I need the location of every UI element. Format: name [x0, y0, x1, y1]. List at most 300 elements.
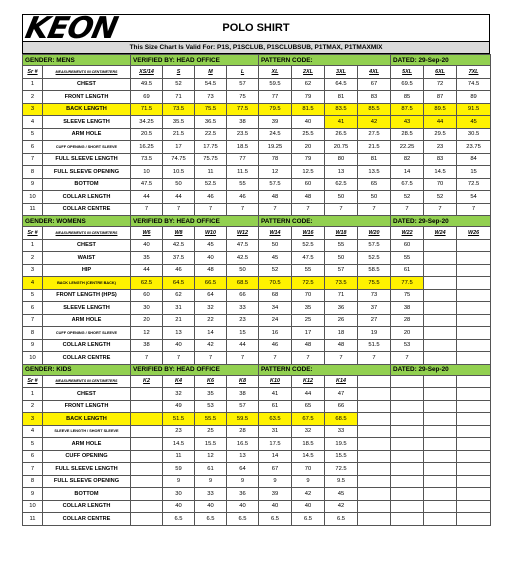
value-cell: 42 — [358, 116, 391, 129]
value-cell: 33 — [195, 488, 227, 501]
value-cell: 33 — [227, 302, 259, 315]
value-cell: 89.5 — [424, 103, 457, 116]
section-group-header — [23, 364, 491, 375]
measurement-name: ARM HOLE — [43, 314, 131, 327]
value-cell: 81 — [358, 153, 391, 166]
value-cell — [131, 388, 163, 401]
value-cell — [131, 438, 163, 451]
serial-cell: 2 — [23, 252, 43, 265]
serial-cell: 5 — [23, 289, 43, 302]
measurement-name: COLLAR LENGTH — [43, 339, 131, 352]
value-cell: 35 — [292, 302, 325, 315]
value-cell: 7 — [195, 203, 227, 216]
value-cell: 21.5 — [358, 141, 391, 154]
brand-logo: KEON — [22, 11, 121, 46]
value-cell: 72 — [424, 78, 457, 91]
value-cell: 7 — [131, 352, 163, 365]
value-cell: 25 — [292, 314, 325, 327]
value-cell: 48 — [259, 191, 292, 204]
table-row — [23, 327, 491, 340]
value-cell — [457, 500, 491, 513]
table-row — [23, 339, 491, 352]
value-cell: 34.25 — [131, 116, 163, 129]
size-header: XS/14 — [131, 66, 163, 79]
value-cell: 59 — [163, 463, 195, 476]
value-cell: 32 — [195, 302, 227, 315]
value-cell: 7 — [358, 203, 391, 216]
value-cell: 85.5 — [358, 103, 391, 116]
value-cell: 21 — [163, 314, 195, 327]
measurement-name: FULL SLEEVE LENGTH — [43, 153, 131, 166]
serial-cell: 8 — [23, 475, 43, 488]
value-cell: 20.5 — [131, 128, 163, 141]
group-label: DATED: 29-Sep-20 — [391, 364, 491, 375]
value-cell: 74.5 — [457, 78, 491, 91]
serial-cell: 7 — [23, 314, 43, 327]
size-header: W8 — [163, 227, 195, 240]
value-cell: 9 — [195, 475, 227, 488]
measurement-name: CUFF OPENING — [43, 450, 131, 463]
value-cell: 46 — [163, 264, 195, 277]
value-cell: 69.5 — [391, 78, 424, 91]
value-cell: 23 — [424, 141, 457, 154]
serial-cell: 9 — [23, 339, 43, 352]
value-cell — [358, 425, 391, 438]
value-cell: 62.5 — [131, 277, 163, 290]
value-cell: 6.5 — [325, 513, 358, 526]
value-cell: 38 — [391, 302, 424, 315]
value-cell: 67 — [358, 78, 391, 91]
group-label: PATTERN CODE: — [259, 216, 391, 227]
value-cell: 17.5 — [259, 438, 292, 451]
value-cell: 10.5 — [163, 166, 195, 179]
value-cell: 6.5 — [259, 513, 292, 526]
value-cell: 14 — [259, 450, 292, 463]
table-row — [23, 352, 491, 365]
measurement-name: FRONT LENGTH — [43, 400, 131, 413]
value-cell — [424, 314, 457, 327]
value-cell: 17 — [292, 327, 325, 340]
value-cell: 20 — [391, 327, 424, 340]
value-cell: 35 — [131, 252, 163, 265]
value-cell: 36 — [325, 302, 358, 315]
value-cell: 65 — [358, 178, 391, 191]
value-cell: 36.5 — [195, 116, 227, 129]
serial-cell: 1 — [23, 78, 43, 91]
value-cell — [424, 264, 457, 277]
value-cell: 48 — [292, 339, 325, 352]
value-cell — [457, 352, 491, 365]
size-header: W6 — [131, 227, 163, 240]
value-cell — [131, 400, 163, 413]
table-row — [23, 425, 491, 438]
value-cell: 66 — [227, 289, 259, 302]
value-cell: 22.25 — [391, 141, 424, 154]
value-cell: 24.5 — [259, 128, 292, 141]
value-cell: 48 — [292, 191, 325, 204]
value-cell: 12.5 — [292, 166, 325, 179]
value-cell: 47 — [325, 388, 358, 401]
value-cell: 80 — [325, 153, 358, 166]
value-cell: 13 — [227, 450, 259, 463]
measurement-name: COLLAR CENTRE — [43, 352, 131, 365]
column-header-row — [23, 227, 491, 240]
size-header: W12 — [227, 227, 259, 240]
value-cell: 23.75 — [457, 141, 491, 154]
measurement-name: FULL SLEEVE OPENING — [43, 475, 131, 488]
table-row — [23, 264, 491, 277]
value-cell — [424, 413, 457, 426]
value-cell — [457, 302, 491, 315]
value-cell: 72.5 — [325, 463, 358, 476]
value-cell: 44 — [292, 388, 325, 401]
serial-cell: 4 — [23, 277, 43, 290]
value-cell: 31 — [163, 302, 195, 315]
value-cell: 55.5 — [195, 413, 227, 426]
value-cell: 70.5 — [259, 277, 292, 290]
value-cell: 7 — [195, 352, 227, 365]
table-row — [23, 463, 491, 476]
value-cell: 66 — [325, 400, 358, 413]
page-title: POLO SHIRT — [222, 22, 290, 34]
table-row — [23, 141, 491, 154]
value-cell — [457, 400, 491, 413]
measurement-name: BOTTOM — [43, 178, 131, 191]
value-cell: 7 — [292, 352, 325, 365]
value-cell: 7 — [325, 203, 358, 216]
value-cell: 57.5 — [358, 239, 391, 252]
value-cell: 42 — [195, 339, 227, 352]
value-cell: 13 — [325, 166, 358, 179]
serial-cell: 10 — [23, 352, 43, 365]
value-cell: 53 — [195, 400, 227, 413]
value-cell: 79 — [292, 153, 325, 166]
value-cell: 9 — [227, 475, 259, 488]
value-cell — [131, 413, 163, 426]
value-cell — [131, 475, 163, 488]
value-cell: 57.5 — [259, 178, 292, 191]
size-header: K14 — [325, 375, 358, 388]
table-row — [23, 203, 491, 216]
value-cell — [391, 388, 424, 401]
measurement-name: HIP — [43, 264, 131, 277]
table-row — [23, 166, 491, 179]
value-cell: 38 — [227, 388, 259, 401]
table-row — [23, 450, 491, 463]
serial-cell: 6 — [23, 302, 43, 315]
value-cell: 16.25 — [131, 141, 163, 154]
value-cell: 65 — [292, 400, 325, 413]
value-cell — [424, 488, 457, 501]
value-cell: 7 — [131, 203, 163, 216]
measurement-name: CHEST — [43, 388, 131, 401]
measurement-name: COLLAR LENGTH — [43, 191, 131, 204]
value-cell — [457, 339, 491, 352]
measurement-name: SLEEVE LENGTH — [43, 116, 131, 129]
value-cell: 64 — [227, 463, 259, 476]
value-cell: 26 — [325, 314, 358, 327]
value-cell — [457, 425, 491, 438]
value-cell: 89 — [457, 91, 491, 104]
group-label: DATED: 29-Sep-20 — [391, 216, 491, 227]
value-cell: 10 — [131, 166, 163, 179]
value-cell: 7 — [391, 203, 424, 216]
value-cell: 9.5 — [325, 475, 358, 488]
value-cell: 44 — [227, 339, 259, 352]
group-label: GENDER: WOMENS — [23, 216, 131, 227]
value-cell: 58.5 — [358, 264, 391, 277]
value-cell — [358, 475, 391, 488]
value-cell: 73 — [358, 289, 391, 302]
value-cell — [424, 388, 457, 401]
table-row — [23, 500, 491, 513]
value-cell — [457, 314, 491, 327]
validity-note: This Size Chart Is Valid For: P1S, P1SCLUB, P1SCLUBSUB, P1TMAX, P1TMAXMIX — [22, 42, 490, 54]
value-cell: 75.5 — [358, 277, 391, 290]
value-cell: 7 — [424, 203, 457, 216]
size-header: K12 — [292, 375, 325, 388]
value-cell: 40 — [163, 500, 195, 513]
value-cell: 67.5 — [391, 178, 424, 191]
serial-cell: 11 — [23, 513, 43, 526]
measurement-name: BOTTOM — [43, 488, 131, 501]
value-cell — [457, 475, 491, 488]
value-cell: 7 — [292, 203, 325, 216]
value-cell: 11 — [163, 450, 195, 463]
value-cell: 25 — [195, 425, 227, 438]
value-cell: 55 — [325, 239, 358, 252]
value-cell: 52.5 — [195, 178, 227, 191]
size-header: W22 — [391, 227, 424, 240]
size-header: 7XL — [457, 66, 491, 79]
value-cell: 22.5 — [195, 128, 227, 141]
value-cell: 75.5 — [195, 103, 227, 116]
value-cell: 19 — [358, 327, 391, 340]
value-cell: 28 — [391, 314, 424, 327]
table-row — [23, 513, 491, 526]
value-cell: 11 — [195, 166, 227, 179]
chart-header — [22, 11, 490, 46]
value-cell — [457, 488, 491, 501]
value-cell: 32 — [163, 388, 195, 401]
measurement-name: WAIST — [43, 252, 131, 265]
serial-cell: 10 — [23, 500, 43, 513]
size-header: M — [195, 66, 227, 79]
value-cell: 45 — [457, 116, 491, 129]
value-cell: 7 — [227, 203, 259, 216]
value-cell: 46 — [227, 191, 259, 204]
value-cell: 24 — [259, 314, 292, 327]
value-cell: 79.5 — [259, 103, 292, 116]
measurement-header: MEASUREMENTS IN CENTIMETERS — [43, 66, 131, 79]
value-cell: 14 — [195, 327, 227, 340]
value-cell — [457, 450, 491, 463]
value-cell: 11.5 — [227, 166, 259, 179]
value-cell: 74.75 — [163, 153, 195, 166]
size-header: W10 — [195, 227, 227, 240]
serial-cell: 6 — [23, 141, 43, 154]
value-cell: 40 — [195, 500, 227, 513]
value-cell: 62.5 — [325, 178, 358, 191]
table-row — [23, 91, 491, 104]
size-header — [424, 375, 457, 388]
value-cell: 33 — [325, 425, 358, 438]
table-row — [23, 475, 491, 488]
serial-cell: 3 — [23, 264, 43, 277]
value-cell: 17.75 — [195, 141, 227, 154]
value-cell: 44 — [131, 191, 163, 204]
value-cell — [391, 450, 424, 463]
measurement-name: SLEEVE LENGTH / SHORT SLEEVE — [43, 425, 131, 438]
value-cell — [424, 252, 457, 265]
value-cell — [358, 463, 391, 476]
value-cell — [358, 388, 391, 401]
measurement-name: BACK LENGTH (CENTRE BACK) — [43, 277, 131, 290]
value-cell: 20 — [292, 141, 325, 154]
value-cell — [424, 352, 457, 365]
value-cell: 43 — [391, 116, 424, 129]
value-cell — [424, 500, 457, 513]
value-cell: 27 — [358, 314, 391, 327]
table-row — [23, 191, 491, 204]
value-cell: 44 — [424, 116, 457, 129]
group-label: VERIFIED BY: HEAD OFFICE — [131, 55, 259, 66]
table-row — [23, 116, 491, 129]
value-cell: 53 — [391, 339, 424, 352]
size-header: W24 — [424, 227, 457, 240]
value-cell: 19.5 — [325, 438, 358, 451]
value-cell: 64 — [195, 289, 227, 302]
serial-cell: 8 — [23, 327, 43, 340]
value-cell: 29.5 — [424, 128, 457, 141]
value-cell — [391, 413, 424, 426]
value-cell: 44 — [131, 264, 163, 277]
serial-cell: 10 — [23, 191, 43, 204]
value-cell: 30.5 — [457, 128, 491, 141]
table-row — [23, 488, 491, 501]
value-cell: 83 — [358, 91, 391, 104]
value-cell: 44 — [163, 191, 195, 204]
value-cell: 9 — [163, 475, 195, 488]
value-cell: 55 — [227, 178, 259, 191]
value-cell: 48 — [325, 339, 358, 352]
value-cell: 14.5 — [292, 450, 325, 463]
value-cell: 28 — [227, 425, 259, 438]
value-cell: 40 — [292, 116, 325, 129]
value-cell: 37 — [358, 302, 391, 315]
value-cell — [391, 513, 424, 526]
serial-cell: 5 — [23, 438, 43, 451]
serial-cell: 7 — [23, 153, 43, 166]
measurement-name: FULL SLEEVE LENGTH — [43, 463, 131, 476]
value-cell: 87 — [424, 91, 457, 104]
value-cell — [424, 450, 457, 463]
measurement-name: ARM HOLE — [43, 438, 131, 451]
value-cell: 77 — [227, 153, 259, 166]
value-cell — [391, 500, 424, 513]
value-cell — [131, 513, 163, 526]
group-label: VERIFIED BY: HEAD OFFICE — [131, 364, 259, 375]
value-cell: 69 — [131, 91, 163, 104]
value-cell: 23 — [227, 314, 259, 327]
value-cell — [358, 513, 391, 526]
value-cell: 6.5 — [195, 513, 227, 526]
measurement-header: MEASUREMENTS IN CENTIMETERS — [43, 227, 131, 240]
size-header: 6XL — [424, 66, 457, 79]
value-cell — [424, 463, 457, 476]
value-cell: 20.75 — [325, 141, 358, 154]
serial-cell: 6 — [23, 450, 43, 463]
value-cell: 55 — [292, 264, 325, 277]
value-cell: 7 — [227, 352, 259, 365]
value-cell: 15 — [457, 166, 491, 179]
value-cell: 72.5 — [457, 178, 491, 191]
value-cell — [457, 413, 491, 426]
value-cell: 13 — [163, 327, 195, 340]
table-row — [23, 78, 491, 91]
size-table — [22, 54, 491, 526]
value-cell: 39 — [259, 488, 292, 501]
serial-cell: 1 — [23, 239, 43, 252]
measurement-name: COLLAR LENGTH — [43, 500, 131, 513]
value-cell: 41 — [325, 116, 358, 129]
value-cell: 9 — [259, 475, 292, 488]
size-header — [391, 375, 424, 388]
value-cell: 35.5 — [163, 116, 195, 129]
value-cell: 23.5 — [227, 128, 259, 141]
value-cell: 47.5 — [131, 178, 163, 191]
value-cell — [457, 239, 491, 252]
value-cell: 23 — [163, 425, 195, 438]
value-cell: 7 — [259, 352, 292, 365]
value-cell: 61 — [259, 400, 292, 413]
measurement-name: SLEEVE LENGTH — [43, 302, 131, 315]
value-cell — [424, 425, 457, 438]
value-cell: 68.5 — [227, 277, 259, 290]
value-cell: 70 — [292, 463, 325, 476]
value-cell: 15.5 — [195, 438, 227, 451]
measurement-name: CHEST — [43, 78, 131, 91]
measurement-name: FRONT LENGTH (HPS) — [43, 289, 131, 302]
serial-cell: 3 — [23, 413, 43, 426]
value-cell: 40 — [163, 339, 195, 352]
measurement-name: BACK LENGTH — [43, 413, 131, 426]
value-cell: 35 — [195, 388, 227, 401]
serial-cell: 4 — [23, 425, 43, 438]
value-cell — [358, 500, 391, 513]
value-cell: 78 — [259, 153, 292, 166]
value-cell: 60 — [292, 178, 325, 191]
value-cell — [424, 339, 457, 352]
value-cell: 81 — [325, 91, 358, 104]
value-cell: 21.5 — [163, 128, 195, 141]
value-cell: 73.5 — [163, 103, 195, 116]
serial-cell: 2 — [23, 91, 43, 104]
serial-cell: 9 — [23, 178, 43, 191]
serial-cell: 8 — [23, 166, 43, 179]
size-header: 3XL — [325, 66, 358, 79]
value-cell — [457, 327, 491, 340]
value-cell: 57 — [325, 264, 358, 277]
size-header: Sr # — [23, 66, 43, 79]
value-cell: 50 — [325, 191, 358, 204]
value-cell: 73.5 — [325, 277, 358, 290]
value-cell: 36 — [227, 488, 259, 501]
value-cell: 9 — [292, 475, 325, 488]
value-cell: 46 — [259, 339, 292, 352]
value-cell: 61 — [391, 264, 424, 277]
table-row — [23, 239, 491, 252]
